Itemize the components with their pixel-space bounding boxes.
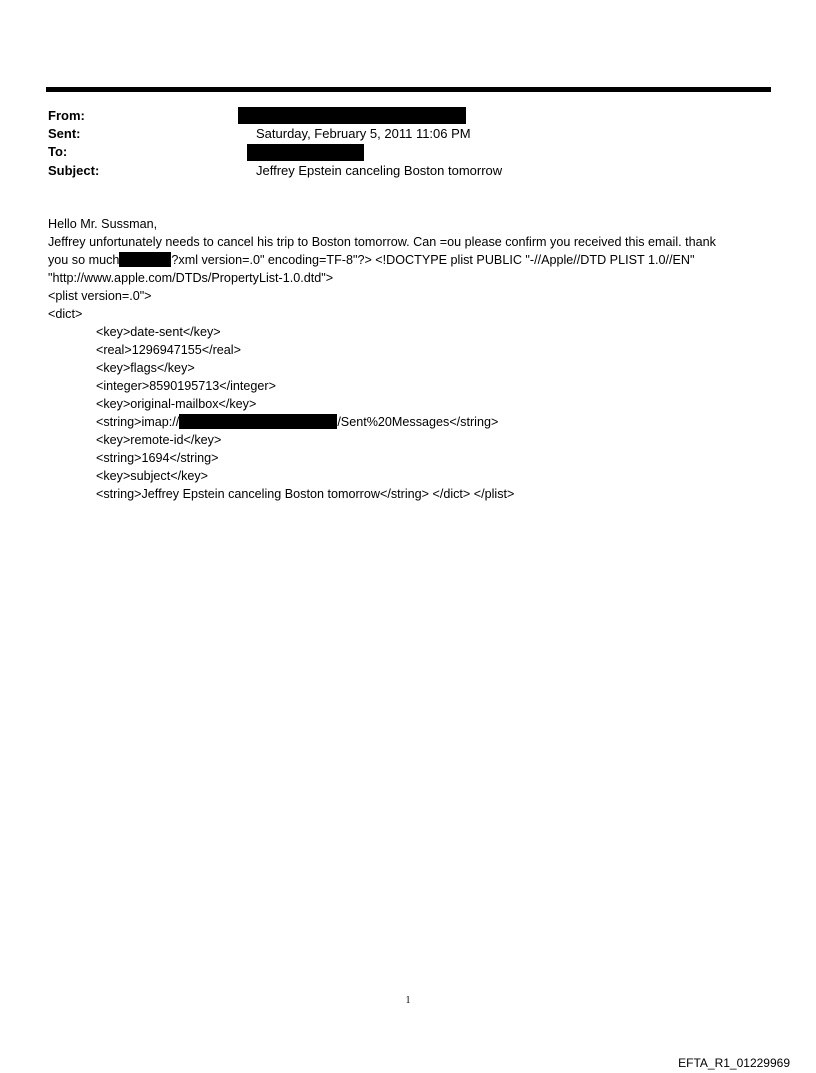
inline-redaction bbox=[119, 252, 171, 267]
from-redaction bbox=[238, 107, 466, 124]
xml-line: <string>Jeffrey Epstein canceling Boston tomorrow</string> </dict> </plist> bbox=[96, 487, 515, 501]
xml-text-span: /Sent%20Messages</string> bbox=[337, 415, 499, 429]
xml-line: <integer>8590195713</integer> bbox=[96, 379, 276, 393]
inline-redaction bbox=[179, 414, 337, 429]
xml-line: <real>1296947155</real> bbox=[96, 343, 241, 357]
subject-value: Jeffrey Epstein canceling Boston tomorrow bbox=[256, 163, 503, 178]
body-line: <dict> bbox=[48, 307, 83, 321]
body-text-span: you so much bbox=[48, 253, 120, 267]
email-body bbox=[48, 215, 783, 503]
xml-line: <key>original-mailbox</key> bbox=[96, 397, 257, 411]
page-number: 1 bbox=[405, 995, 411, 1006]
xml-line: <key>date-sent</key> bbox=[96, 325, 221, 339]
sent-value: Saturday, February 5, 2011 11:06 PM bbox=[256, 126, 471, 141]
from-label: From: bbox=[48, 108, 85, 123]
xml-line: <key>flags</key> bbox=[96, 361, 195, 375]
header-rule bbox=[46, 87, 771, 92]
body-line bbox=[48, 251, 783, 269]
xml-line: <key>subject</key> bbox=[96, 469, 209, 483]
body-line: Jeffrey unfortunately needs to cancel his trip to Boston tomorrow. Can =ou please confirm you received this email. thank bbox=[48, 235, 716, 249]
body-line: "http://www.apple.com/DTDs/PropertyList-1.0.dtd"> bbox=[48, 271, 334, 285]
xml-line bbox=[48, 413, 783, 431]
greeting: Hello Mr. Sussman, bbox=[48, 217, 158, 231]
subject-label: Subject: bbox=[48, 163, 100, 178]
body-text-span: ?xml version=.0" encoding=TF-8"?> <!DOCTYPE plist PUBLIC "-//Apple//DTD PLIST 1.0//EN" bbox=[171, 253, 695, 267]
xml-text-span: <string>imap:// bbox=[96, 415, 180, 429]
sent-label: Sent: bbox=[48, 126, 81, 141]
xml-line: <string>1694</string> bbox=[96, 451, 219, 465]
document-id: EFTA_R1_01229969 bbox=[678, 1056, 790, 1070]
to-label: To: bbox=[48, 144, 68, 159]
to-redaction bbox=[247, 144, 364, 161]
xml-line: <key>remote-id</key> bbox=[96, 433, 222, 447]
body-line: <plist version=.0"> bbox=[48, 289, 152, 303]
